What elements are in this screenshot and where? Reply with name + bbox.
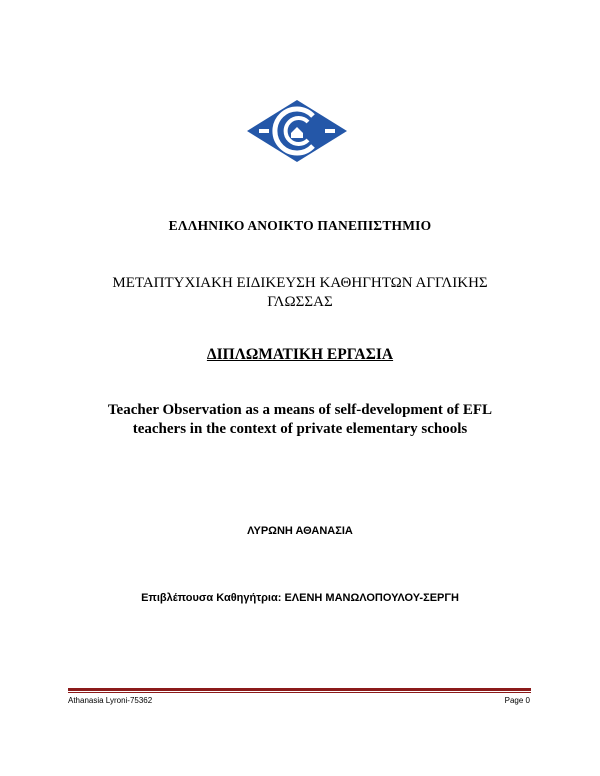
thesis-type: ΔΙΠΛΩΜΑΤΙΚΗ ΕΡΓΑΣΙΑ [206,346,394,363]
thesis-title: Teacher Observation as a means of self-development of EFL teachers in the context of private elementary schools [107,402,493,437]
footer-rule [68,688,531,691]
program-title: ΜΕΤΑΠΤΥΧΙΑΚΗ ΕΙΔΙΚΕΥΣΗ ΚΑΘΗΓΗΤΩΝ ΑΓΓΛΙΚΗΣ ΓΛΩΣΣΑΣ [112,275,488,310]
footer-author: Athanasia Lyroni-75362 [68,696,153,705]
footer-rule-thin [68,692,531,693]
page-number: Page 0 [504,696,530,705]
author-name: ΛΥΡΩΝΗ ΑΘΑΝΑΣΙΑ [247,525,353,537]
university-name: ΕΛΛΗΝΙΚΟ ΑΝΟΙΚΤΟ ΠΑΝΕΠΙΣΤΗΜΙΟ [168,218,432,233]
university-emblem-icon [247,100,347,162]
supervisor-line: Επιβλέπουσα Καθηγήτρια: ΕΛΕΝΗ ΜΑΝΩΛΟΠΟΥΛΟΥ-ΣΕΡΓΗ [141,592,459,604]
